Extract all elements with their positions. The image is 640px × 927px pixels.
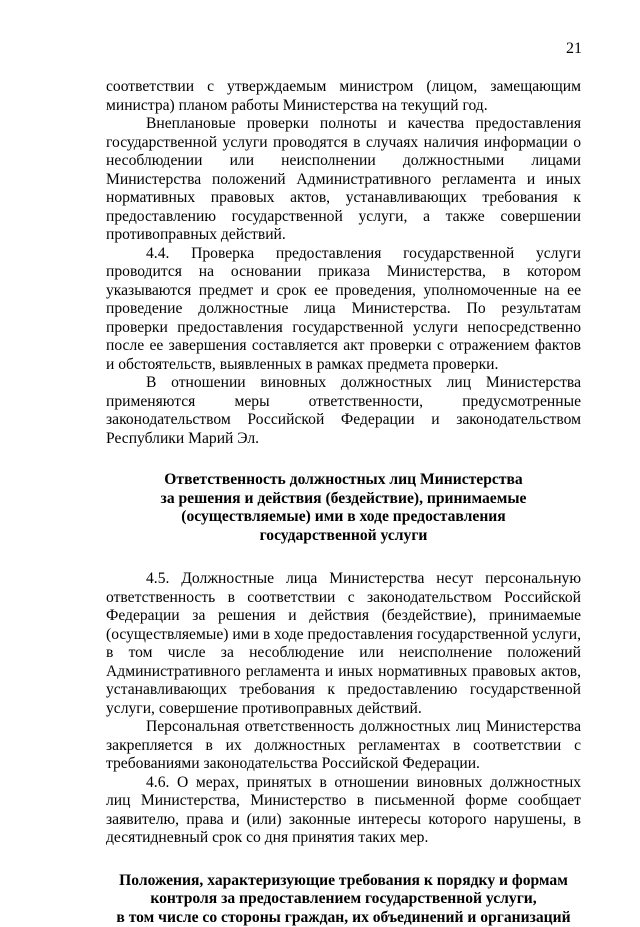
section-heading-control-requirements (106, 872, 581, 927)
paragraph-unscheduled-checks: Внеплановые проверки полноты и качества предоставления государственной услуги проводятся в случаях наличия информации о несоблюдении или неисполнении должностными лицами Министерства положений Административного регламента и иных нормативных правовых актов, устанавливающих требования к предоставлению государственной услуги, а также совершении противоправных действий. (106, 115, 581, 245)
document-body (106, 78, 581, 927)
paragraph-4-5: 4.5. Должностные лица Министерства несут персональную ответственность в соответствии с законодательством Российской Федерации за решения и действия (бездействие), принимаемые (осуществляемые) ими в ходе предоставления государственной услуги, в том числе за несоблюдение или неисполнение положений Административного регламента и иных нормативных правовых актов, устанавливающих требования к предоставлению государственной услуги, совершение противоправных действий. (106, 570, 581, 718)
heading-line: контроля за предоставлением государственной услуги, (106, 890, 581, 909)
heading-line: за решения и действия (бездействие), принимаемые (106, 490, 581, 509)
heading-line: в том числе со стороны граждан, их объединений и организаций (106, 909, 581, 927)
paragraph-continuation: соответствии с утверждаемым министром (лицом, замещающим министра) планом работы Министерства на текущий год. (106, 78, 581, 115)
paragraph-liability-measures: В отношении виновных должностных лиц Министерства применяются меры ответственности, предусмотренные законодательством Российской Федерации и законодательством Республики Марий Эл. (106, 374, 581, 448)
paragraph-4-6: 4.6. О мерах, принятых в отношении виновных должностных лиц Министерства, Министерство в письменной форме сообщает заявителю, права и (или) законные интересы которого нарушены, в десятидневный срок со дня принятия таких мер. (106, 774, 581, 848)
heading-line: Ответственность должностных лиц Министерства (106, 471, 581, 490)
paragraph-personal-responsibility: Персональная ответственность должностных лиц Министерства закрепляется в их должностных регламентах в соответствии с требованиями законодательства Российской Федерации. (106, 718, 581, 774)
paragraph-4-4: 4.4. Проверка предоставления государственной услуги проводится на основании приказа Министерства, в котором указываются предмет и срок ее проведения, уполномоченные на ее проведение должностные лица Министерства. По результатам проверки предоставления государственной услуги непосредственно после ее завершения составляется акт проверки с отражением фактов и обстоятельств, выявленных в рамках предмета проверки. (106, 245, 581, 375)
heading-line: государственной услуги (106, 527, 581, 546)
section-heading-responsibility (106, 471, 581, 545)
page-number: 21 (566, 40, 582, 58)
heading-line: (осуществляемые) ими в ходе предоставления (106, 508, 581, 527)
heading-line: Положения, характеризующие требования к порядку и формам (106, 872, 581, 891)
